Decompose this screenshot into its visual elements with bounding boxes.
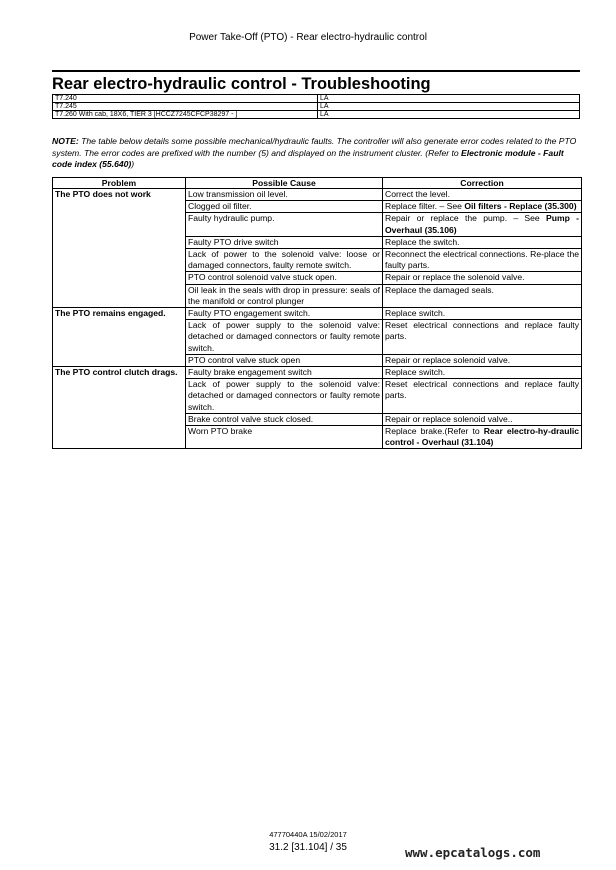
table-row — [53, 413, 582, 425]
correction-cell — [383, 189, 582, 201]
problem-cell — [53, 236, 186, 248]
problem-cell — [53, 320, 186, 355]
applicability-row — [53, 111, 580, 119]
correction-text: Replace brake.(Refer to — [385, 426, 484, 437]
table-header-row — [53, 178, 582, 189]
correction-text: Replace switch. — [385, 367, 446, 378]
correction-text: Repair or replace the pump. – See — [385, 213, 546, 224]
applicability-model: T7.240 — [53, 95, 318, 103]
table-row — [53, 367, 582, 379]
correction-cell — [383, 308, 582, 320]
cause-cell: Clogged oil filter. — [186, 201, 383, 213]
problem-cell — [53, 272, 186, 284]
applicability-code: LA — [318, 95, 580, 103]
cause-cell: Faulty brake engagement switch — [186, 367, 383, 379]
cause-cell: Faulty PTO drive switch — [186, 236, 383, 248]
correction-cell — [383, 284, 582, 307]
table-row — [53, 426, 582, 449]
cause-cell: PTO control solenoid valve stuck open. — [186, 272, 383, 284]
problem-cell — [53, 249, 186, 272]
applicability-row — [53, 103, 580, 111]
correction-reference-link[interactable]: Pump - Overhaul (35.106) — [385, 213, 579, 235]
table-row — [53, 189, 582, 201]
table-row — [53, 308, 582, 320]
cause-cell: Oil leak in the seals with drop in pressure: seals of the manifold or control plunger — [186, 284, 383, 307]
fault-code-index-link[interactable]: Electronic module - Fault code index (55.640) — [52, 147, 564, 169]
applicability-model: T7.245 — [53, 103, 318, 111]
cause-cell: Faulty PTO engagement switch. — [186, 308, 383, 320]
applicability-code: LA — [318, 111, 580, 119]
table-row — [53, 354, 582, 366]
section-title: Rear electro-hydraulic control - Troubleshooting — [52, 70, 580, 94]
correction-text: Repair or replace solenoid valve.. — [385, 413, 513, 424]
note-label: NOTE: — [52, 136, 79, 146]
header-correction: Correction — [383, 178, 582, 189]
cause-cell: Lack of power to the solenoid valve: loose or damaged connectors, faulty remote switch. — [186, 249, 383, 272]
table-row — [53, 320, 582, 355]
correction-cell — [383, 354, 582, 366]
correction-cell — [383, 320, 582, 355]
watermark: www.epcatalogs.com — [405, 845, 541, 860]
correction-cell — [383, 249, 582, 272]
applicability-row — [53, 95, 580, 103]
correction-cell — [383, 379, 582, 414]
correction-text: Replace switch. — [385, 308, 446, 319]
correction-cell — [383, 426, 582, 449]
footer-page-number: 31.2 [31.104] / 35 — [269, 842, 347, 853]
cause-cell: Lack of power supply to the solenoid valve: detached or damaged connectors or faulty remote switch. — [186, 379, 383, 414]
note-tail: ) — [131, 159, 135, 169]
correction-text: Repair or replace the solenoid valve. — [385, 272, 525, 283]
correction-text: Replace the damaged seals. — [385, 284, 494, 295]
correction-text: Replace filter. – See — [385, 201, 465, 212]
problem-cell: The PTO does not work — [53, 189, 186, 201]
applicability-model: T7.260 With cab, 18X6, TIER 3 [HCCZ7245CFCP38297 - ] — [53, 111, 318, 119]
cause-cell: PTO control valve stuck open — [186, 354, 383, 366]
table-row — [53, 201, 582, 213]
cause-cell: Low transmission oil level. — [186, 189, 383, 201]
correction-reference-link[interactable]: Rear electro-hy-draulic control - Overhaul (31.104) — [385, 426, 580, 448]
table-row — [53, 213, 582, 236]
correction-cell — [383, 367, 582, 379]
correction-cell — [383, 236, 582, 248]
correction-cell — [383, 213, 582, 236]
problem-cell — [53, 413, 186, 425]
problem-cell — [53, 379, 186, 414]
troubleshooting-table — [52, 177, 582, 449]
header-possible-cause: Possible Cause — [186, 178, 383, 189]
correction-text: Reset electrical connections and replace faulty parts. — [385, 320, 579, 342]
cause-cell: Faulty hydraulic pump. — [186, 213, 383, 236]
problem-cell — [53, 284, 186, 307]
correction-text: Repair or replace solenoid valve. — [385, 354, 511, 365]
problem-cell — [53, 426, 186, 449]
problem-cell: The PTO remains engaged. — [53, 308, 186, 320]
header-problem: Problem — [53, 178, 186, 189]
table-row — [53, 236, 582, 248]
problem-cell — [53, 354, 186, 366]
footer-document-code: 47770440A 15/02/2017 — [269, 830, 347, 839]
table-row — [53, 379, 582, 414]
problem-cell: The PTO control clutch drags. — [53, 367, 186, 379]
correction-cell — [383, 413, 582, 425]
cause-cell: Worn PTO brake — [186, 426, 383, 449]
correction-text: Reconnect the electrical connections. Re-place the faulty parts. — [385, 249, 579, 271]
cause-cell: Lack of power supply to the solenoid valve: detached or damaged connectors or faulty remote switch. — [186, 320, 383, 355]
applicability-table — [52, 94, 580, 119]
note-text: The table below details some possible mechanical/hydraulic faults. The controller will also generate error codes related to the PTO system. The error codes are prefixed with the number (5) and displayed on the instrument cluster. (Refer to — [52, 136, 577, 158]
applicability-code: LA — [318, 103, 580, 111]
problem-cell — [53, 201, 186, 213]
table-row — [53, 284, 582, 307]
problem-cell — [53, 213, 186, 236]
table-row — [53, 249, 582, 272]
correction-cell — [383, 272, 582, 284]
note-paragraph — [52, 136, 582, 171]
correction-text: Correct the level. — [385, 189, 450, 199]
correction-text: Replace the switch. — [385, 236, 460, 247]
table-row — [53, 272, 582, 284]
correction-reference-link[interactable]: Oil filters - Replace (35.300) — [464, 201, 577, 212]
correction-text: Reset electrical connections and replace faulty parts. — [385, 379, 579, 401]
cause-cell: Brake control valve stuck closed. — [186, 413, 383, 425]
page-header-title: Power Take-Off (PTO) - Rear electro-hydraulic control — [189, 32, 427, 43]
correction-cell — [383, 201, 582, 213]
